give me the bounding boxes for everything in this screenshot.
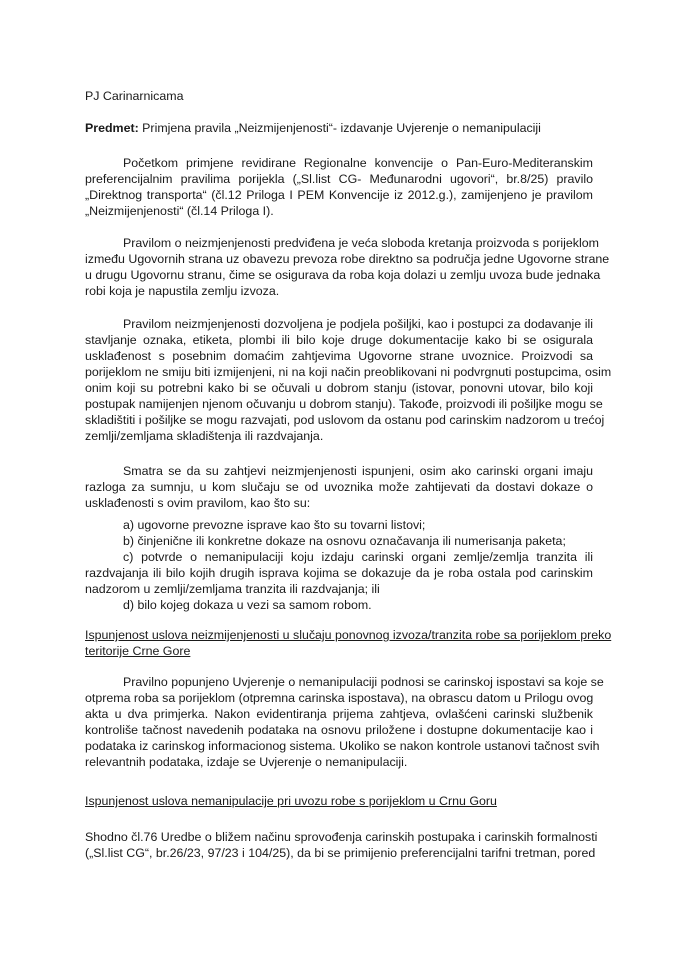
subject-line <box>85 120 593 136</box>
text-line: postupak namijenjen njenom očuvanju u dobrom stanju). Takođe, proizvodi ili pošiljke mogu se <box>85 397 603 411</box>
list-item <box>85 597 593 613</box>
text-line: b) činjenične ili konkretne dokaze na osnovu označavanja ili numerisanja paketa; <box>123 534 566 548</box>
list-item <box>85 549 593 597</box>
paragraph-1 <box>85 155 593 219</box>
text-line: Shodno čl.76 Uredbe o bližem načinu sprovođenja carinskih postupaka i carinskih formalnosti <box>85 830 598 844</box>
text-line: zemlji/zemljama skladištenja ili razdvajanja. <box>85 429 324 443</box>
text-line: Pravilno popunjeno Uvjerenje o nemanipulaciji podnosi se carinskoj ispostavi sa koje se <box>123 675 604 689</box>
text-line: razdvajanja ili bilo kojih drugih isprava kojima se dokazuje da je roba ostala pod carinskim <box>85 566 593 580</box>
text-line: robi koja je napustila zemlju izvoza. <box>85 284 280 298</box>
section-heading-reexport <box>85 627 612 659</box>
text-line: otprema roba sa porijeklom (otpremna carinska ispostava), na obrascu datom u Prilogu ovog <box>85 691 594 705</box>
paragraph-3 <box>85 316 612 444</box>
text-line: relevantnih podataka, izdaje se Uvjerenje o nemanipulaciji. <box>85 755 408 769</box>
text-line: Ispunjenost uslova neizmijenjenosti u slučaju ponovnog izvoza/tranzita robe sa porijeklom preko <box>85 628 612 642</box>
text-line: „Direktnog transporta“ (čl.12 Priloga I PEM Konvencije iz 2012.g.), zamijenjeno je pravilom <box>85 188 593 202</box>
text-line: preferencijalnim pravilima porijekla („Sl.list CG- Međunarodni ugovori“, br.8/25) pravilo <box>85 172 593 186</box>
list-item <box>85 533 593 549</box>
subject-label: Predmet: <box>85 121 139 135</box>
text-line: između Ugovornih strana uz obavezu prevoza robe direktno sa područja jedne Ugovorne strane <box>85 252 610 266</box>
paragraph-4 <box>85 463 593 511</box>
document-page <box>85 88 612 861</box>
text-line: kontroliše tačnost navedenih podataka na osnovu priložene i dostupne dokumentacije kao i <box>85 723 593 737</box>
text-line: onim koji su potrebni kako bi se očuvali u dobrom stanju (istovar, ponovni utovar, bilo koji <box>85 381 593 395</box>
paragraph-6 <box>85 829 598 861</box>
text-line: a) ugovorne prevozne isprave kao što su tovarni listovi; <box>123 518 426 532</box>
text-line: stavljanje oznaka, etiketa, plombi ili bilo koje druge dokumentacije kako bi se osigurala <box>85 333 593 347</box>
text-line: „Neizmijenjenosti“ (čl.14 Priloga I). <box>85 204 274 218</box>
text-line: porijeklom ne smiju biti izmijenjeni, ni na koji način preoblikovani ni podvrgnuti postupcima, osim <box>85 365 612 379</box>
text-line: Pravilom neizmjenjenosti dozvoljena je podjela pošiljki, kao i postupci za dodavanje ili <box>123 317 593 331</box>
text-line: Pravilom o neizmjenjenosti predviđena je veća sloboda kretanja proizvoda s porijeklom <box>123 236 599 250</box>
text-line: Početkom primjene revidirane Regionalne konvencije o Pan-Euro-Mediteranskim <box>123 156 593 170</box>
text-line: u drugu Ugovornu stranu, čime se osigurava da roba koja dolazi u zemlju uvoza bude jednaka <box>85 268 601 282</box>
recipient: PJ Carinarnicama <box>85 89 184 103</box>
paragraph-5 <box>85 674 604 770</box>
text-line: d) bilo kojeg dokaza u vezi sa samom robom. <box>123 598 372 612</box>
text-line: podataka iz carinskog informacionog sistema. Ukoliko se nakon kontrole ustanovi tačnost svih <box>85 739 600 753</box>
text-line: akta u dva primjerka. Nakon evidentiranja prijema zahtjeva, ovlašćeni carinski službenik <box>85 707 593 721</box>
list-item <box>85 517 593 533</box>
text-line: c) potvrde o nemanipulaciji koju izdaju carinski organi zemlje/zemlja tranzita ili <box>123 550 593 564</box>
subject-text: Primjena pravila „Neizmijenjenosti“- izdavanje Uvjerenje o nemanipulaciji <box>142 121 541 135</box>
text-line: usklađenost s posebnim domaćim zahtjevima Ugovorne strane uvoznice. Proizvodi sa <box>85 349 593 363</box>
text-line: usklađenosti s ovim pravilom, kao što su: <box>85 496 311 510</box>
text-line: teritorije Crne Gore <box>85 644 191 658</box>
text-line: („Sl.list CG“, br.26/23, 97/23 i 104/25), da bi se primijenio preferencijalni tarifni tretman, pored <box>85 846 596 860</box>
section-heading-import: Ispunjenost uslova nemanipulacije pri uvozu robe s porijeklom u Crnu Goru <box>85 794 497 808</box>
text-line: razloga za sumnju, u kom slučaju se od uvoznika može zahtijevati da dostavi dokaze o <box>85 480 593 494</box>
text-line: skladištiti i pošiljke se mogu razvajati, pod uslovom da ostanu pod carinskim nadzorom u trećoj <box>85 413 605 427</box>
paragraph-2 <box>85 235 610 299</box>
text-line: nadzorom u zemlji/zemljama tranzita ili razdvajanja; ili <box>85 582 380 596</box>
text-line: Smatra se da su zahtjevi neizmjenjenosti ispunjeni, osim ako carinski organi imaju <box>123 464 593 478</box>
evidence-list <box>85 517 593 613</box>
